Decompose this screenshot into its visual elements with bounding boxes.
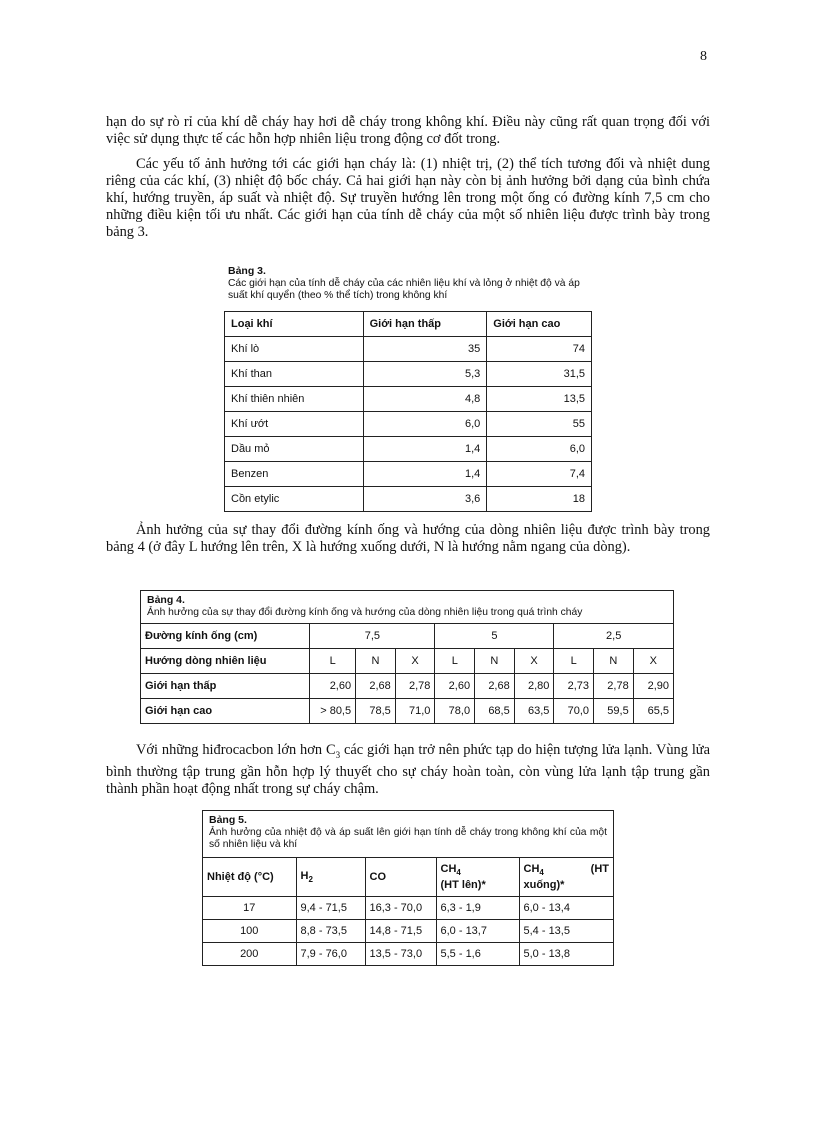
table3-cell-high: 7,4 <box>487 462 592 487</box>
table5-header-ch4-down <box>519 858 613 897</box>
table3-cell-high: 6,0 <box>487 437 592 462</box>
table4-direction-cell: L <box>554 649 594 674</box>
table-row <box>225 437 592 462</box>
table5-cell-ch4-down: 5,4 - 13,5 <box>519 920 613 943</box>
table4-caption-text: Ảnh hưởng của sự thay đổi đường kính ống và hướng của dòng nhiên liệu trong quá trình cháy <box>147 607 583 618</box>
paragraph-hydrocarbon-subscript: 3 <box>335 749 341 760</box>
table4-direction-cell: X <box>633 649 673 674</box>
table5-cell-ch4-up: 6,3 - 1,9 <box>436 897 519 920</box>
table4-caption <box>141 591 673 624</box>
table3-cell-gas: Khí ướt <box>225 412 364 437</box>
table5-caption <box>203 811 613 858</box>
table4-direction-cell: N <box>356 649 396 674</box>
table5-cell-h2: 8,8 - 73,5 <box>296 920 365 943</box>
table3-header-gas: Loại khí <box>225 312 364 337</box>
table5-cell-co: 14,8 - 71,5 <box>365 920 436 943</box>
page-number: 8 <box>700 49 707 64</box>
table3-caption-text: Các giới hạn của tính dễ cháy của các nhiên liệu khí và lỏng ở nhiệt độ và áp suất khí quyển (theo % thể tích) trong không khí <box>228 278 580 301</box>
table3-cell-low: 6,0 <box>363 412 487 437</box>
table4-low-label: Giới hạn thấp <box>141 674 310 699</box>
table-row <box>203 897 613 920</box>
table4-low-cell: 2,73 <box>554 674 594 699</box>
table3 <box>224 311 592 512</box>
table4-high-cell: 71,0 <box>395 699 435 724</box>
table3-cell-low: 3,6 <box>363 487 487 512</box>
table4 <box>141 624 673 723</box>
table5-cell-ch4-down: 5,0 - 13,8 <box>519 943 613 966</box>
table5-header-ch4-up-sub: 4 <box>456 868 461 878</box>
paragraph-factors: Các yếu tố ảnh hưởng tới các giới hạn cháy là: (1) nhiệt trị, (2) thể tích tương đối và nhiệt dung riêng của các khí, (3) nhiệt độ bốc cháy. Cả hai giới hạn này còn bị ảnh hưởng bởi dạng của bình chứa khí, hướng truyền, áp suất và nhiệt độ. Sự truyền hướng lên trong một ống có đường kính 7,5 cm cho những điều kiện tối ưu nhất. Các giới hạn của tính dễ cháy của một số nhiên liệu được trình bày trong bảng 3. <box>106 156 710 240</box>
table4-diameter-cell: 2,5 <box>554 624 673 649</box>
table4-high-cell: 68,5 <box>475 699 515 724</box>
table4-box <box>140 590 674 724</box>
table3-cell-gas: Benzen <box>225 462 364 487</box>
table5-cell-ch4-up: 5,5 - 1,6 <box>436 943 519 966</box>
table5-header-row <box>203 858 613 897</box>
table4-direction-cell: L <box>310 649 356 674</box>
table4-low-cell: 2,80 <box>514 674 554 699</box>
table5-header-temp: Nhiệt độ (°C) <box>203 858 296 897</box>
table4-high-cell: 65,5 <box>633 699 673 724</box>
table-row <box>225 362 592 387</box>
table3-cell-high: 18 <box>487 487 592 512</box>
table4-diameter-row <box>141 624 673 649</box>
paragraph-hydrocarbon-part2: các giới hạn trở nên phức tạp do hiện tượng lửa lạnh. Vùng lửa bình thường tập trung gần hỗn hợp lý thuyết cho sự cháy hoàn toàn, còn vùng lửa lạnh tập trung gần thành phần hoạt động nhất trong sự cháy chậm. <box>106 742 710 797</box>
table5-cell-co: 16,3 - 70,0 <box>365 897 436 920</box>
table4-low-cell: 2,78 <box>395 674 435 699</box>
table5-header-ch4-down-ht: (HT <box>590 862 609 875</box>
table5-header-h2-sub: 2 <box>308 875 313 885</box>
table4-high-cell: 70,0 <box>554 699 594 724</box>
table4-direction-cell: X <box>514 649 554 674</box>
table3-cell-gas: Dầu mỏ <box>225 437 364 462</box>
table3-cell-high: 31,5 <box>487 362 592 387</box>
table-row <box>225 487 592 512</box>
table4-label: Bảng 4. <box>147 594 185 606</box>
table3-header-low: Giới hạn thấp <box>363 312 487 337</box>
table3-cell-high: 55 <box>487 412 592 437</box>
table4-direction-label: Hướng dòng nhiên liệu <box>141 649 310 674</box>
table5-cell-temp: 100 <box>203 920 296 943</box>
table4-low-cell: 2,68 <box>356 674 396 699</box>
table4-low-cell: 2,68 <box>475 674 515 699</box>
table5-header-h2 <box>296 858 365 897</box>
table4-direction-cell: N <box>594 649 634 674</box>
table4-low-cell: 2,78 <box>594 674 634 699</box>
table4-diameter-cell: 5 <box>435 624 554 649</box>
table4-high-label: Giới hạn cao <box>141 699 310 724</box>
table4-high-cell: 59,5 <box>594 699 634 724</box>
table3-header-row <box>225 312 592 337</box>
table5-caption-text: Ảnh hưởng của nhiệt độ và áp suất lên giới hạn tính dễ cháy trong không khí của một số nhiên liệu và khí <box>209 827 607 850</box>
table4-low-cell: 2,60 <box>435 674 475 699</box>
table4-direction-row <box>141 649 673 674</box>
table5-label: Bảng 5. <box>209 814 247 826</box>
table3-cell-gas: Khí than <box>225 362 364 387</box>
table3-cell-low: 1,4 <box>363 462 487 487</box>
table4-high-cell: 78,5 <box>356 699 396 724</box>
table5-cell-ch4-down: 6,0 - 13,4 <box>519 897 613 920</box>
table5-header-ch4-up <box>436 858 519 897</box>
table3-cell-low: 1,4 <box>363 437 487 462</box>
table3-caption <box>228 265 598 302</box>
table-row <box>225 387 592 412</box>
table4-diameter-label: Đường kính ống (cm) <box>141 624 310 649</box>
table3-cell-gas: Khí thiên nhiên <box>225 387 364 412</box>
table4-direction-cell: X <box>395 649 435 674</box>
table4-high-cell: 63,5 <box>514 699 554 724</box>
table5-cell-temp: 17 <box>203 897 296 920</box>
table4-diameter-cell: 7,5 <box>310 624 435 649</box>
table5-header-ch4-down-formula <box>524 863 544 879</box>
table3-header-high: Giới hạn cao <box>487 312 592 337</box>
table5-cell-ch4-up: 6,0 - 13,7 <box>436 920 519 943</box>
table4-high-row <box>141 699 673 724</box>
table4-direction-cell: N <box>475 649 515 674</box>
table5-cell-co: 13,5 - 73,0 <box>365 943 436 966</box>
table5-cell-temp: 200 <box>203 943 296 966</box>
table5-header-co: CO <box>365 858 436 897</box>
table5-header-h2-main: H <box>300 869 309 882</box>
table5-header-ch4-down-main: CH <box>523 862 540 875</box>
table4-low-row <box>141 674 673 699</box>
table4-low-cell: 2,90 <box>633 674 673 699</box>
table3-cell-low: 4,8 <box>363 387 487 412</box>
paragraph-diameter: Ảnh hưởng của sự thay đổi đường kính ống và hướng của dòng nhiên liệu được trình bày trong bảng 4 (ở đây L hướng lên trên, X là hướng xuống dưới, N là hướng nằm ngang của dòng). <box>106 522 710 555</box>
table-row <box>225 462 592 487</box>
table3-cell-high: 13,5 <box>487 387 592 412</box>
table-row <box>225 337 592 362</box>
table-row <box>225 412 592 437</box>
table5-header-ch4-down-sub: 4 <box>539 868 544 878</box>
table5-header-ch4-up-main: CH <box>440 862 457 875</box>
table4-high-cell: > 80,5 <box>310 699 356 724</box>
table3-cell-gas: Khí lò <box>225 337 364 362</box>
paragraph-intro: hạn do sự rò rỉ của khí dễ cháy hay hơi dễ cháy trong không khí. Điều này cũng rất quan trọng đối với việc sử dụng thực tế các hỗn hợp nhiên liệu trong động cơ đốt trong. <box>106 114 710 147</box>
paragraph-hydrocarbon <box>106 742 710 798</box>
table5-header-ch4-up-note: (HT lên)* <box>440 879 486 892</box>
table5-cell-h2: 7,9 - 76,0 <box>296 943 365 966</box>
table4-direction-cell: L <box>435 649 475 674</box>
paragraph-hydrocarbon-part1: Với những hiđrocacbon lớn hơn C <box>136 742 336 758</box>
table3-cell-low: 35 <box>363 337 487 362</box>
table4-high-cell: 78,0 <box>435 699 475 724</box>
table3-cell-high: 74 <box>487 337 592 362</box>
table-row <box>203 943 613 966</box>
table5 <box>203 858 613 965</box>
table4-low-cell: 2,60 <box>310 674 356 699</box>
table5-cell-h2: 9,4 - 71,5 <box>296 897 365 920</box>
table5-header-ch4-down-note: xuống)* <box>523 879 565 892</box>
table5-box <box>202 810 614 966</box>
table-row <box>203 920 613 943</box>
table3-cell-gas: Cồn etylic <box>225 487 364 512</box>
table3-label: Bảng 3. <box>228 265 266 277</box>
table3-cell-low: 5,3 <box>363 362 487 387</box>
